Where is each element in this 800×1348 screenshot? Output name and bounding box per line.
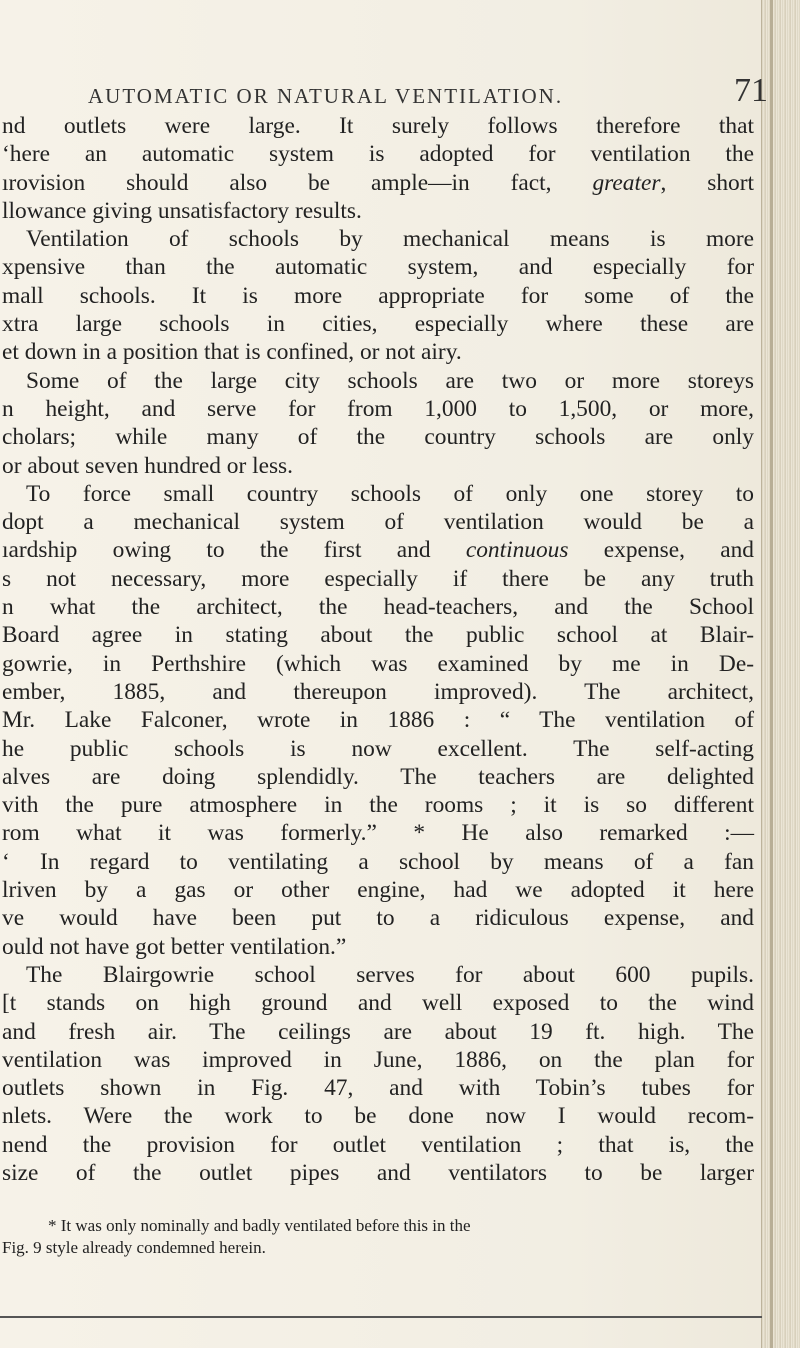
text-line: xpensive than the automatic system, and especially for — [2, 254, 754, 281]
text-line: cholars; while many of the country schools are only — [2, 424, 754, 451]
text-line: To force small country schools of only one storey to — [26, 480, 754, 507]
text-line: nd outlets were large. It surely follows therefore that — [2, 113, 754, 139]
page-number: 71 — [734, 72, 768, 109]
text-line: ould not have got better ventilation.” — [2, 933, 347, 960]
text-line: ıardship owing to the first and continuous expense, and — [2, 537, 755, 564]
text-line: nlets. Were the work to be done now I would recom- — [2, 1103, 754, 1130]
text-line: The Blairgowrie school serves for about 600 pupils. — [26, 961, 754, 988]
text-line: size of the outlet pipes and ventilators to be larger — [2, 1159, 754, 1186]
text-line: Mr. Lake Falconer, wrote in 1886 : “ The ventilation of — [2, 707, 754, 734]
footnote-line: Fig. 9 style already condemned herein. — [2, 1238, 266, 1257]
text-line: nend the provision for outlet ventilation ; that is, the — [2, 1131, 754, 1158]
text-line: llowance giving unsatisfactory results. — [2, 197, 362, 224]
page-header — [88, 72, 768, 112]
text-line: ‘ In regard to ventilating a school by means of a fan — [2, 848, 754, 875]
text-line: ırovision should also be ample—in fact, greater, short — [2, 169, 754, 196]
text-line: et down in a position that is confined, or not airy. — [2, 339, 462, 366]
text-line: [t stands on high ground and well exposed to the wind — [2, 990, 754, 1017]
text-line: Some of the large city schools are two or more storeys — [26, 367, 754, 394]
text-line: dopt a mechanical system of ventilation would be a — [2, 509, 754, 536]
page-edge-binding — [761, 0, 800, 1348]
text-line: gowrie, in Perthshire (which was examined by me in De- — [2, 650, 754, 677]
text-line: s not necessary, more especially if there be any truth — [2, 565, 754, 592]
bottom-rule — [0, 1316, 762, 1318]
text-line: lriven by a gas or other engine, had we adopted it here — [2, 877, 754, 904]
footnote-line: * It was only nominally and badly ventilated before this in the — [48, 1216, 471, 1235]
text-line: rom what it was formerly.” * He also remarked :— — [2, 820, 754, 847]
text-line: n height, and serve for from 1,000 to 1,500, or more, — [2, 395, 754, 422]
text-line: and fresh air. The ceilings are about 19 ft. high. The — [2, 1018, 754, 1045]
text-line: he public schools is now excellent. The self-acting — [2, 735, 754, 762]
footnote — [2, 1215, 754, 1259]
text-line: ventilation was improved in June, 1886, on the plan for — [2, 1046, 754, 1073]
text-line: Board agree in stating about the public school at Blair- — [2, 622, 754, 649]
text-line: ʻhere an automatic system is adopted for ventilation the — [2, 141, 754, 168]
text-line: mall schools. It is more appropriate for some of the — [2, 282, 754, 309]
text-line: alves are doing splendidly. The teachers are delighted — [2, 763, 754, 790]
text-line: ve would have been put to a ridiculous expense, and — [2, 905, 754, 932]
text-line: ember, 1885, and thereupon improved). The architect, — [2, 678, 754, 705]
text-line: or about seven hundred or less. — [2, 452, 294, 479]
running-title: AUTOMATIC OR NATURAL VENTILATION. — [88, 84, 564, 108]
text-line: n what the architect, the head-teachers, and the School — [2, 594, 754, 621]
body-text — [2, 112, 754, 1187]
text-line: xtra large schools in cities, especially where these are — [2, 311, 754, 338]
text-line: Ventilation of schools by mechanical means is more — [26, 226, 754, 253]
text-line: outlets shown in Fig. 47, and with Tobin’s tubes for — [2, 1075, 754, 1102]
text-line: vith the pure atmosphere in the rooms ; it is so different — [2, 792, 754, 819]
